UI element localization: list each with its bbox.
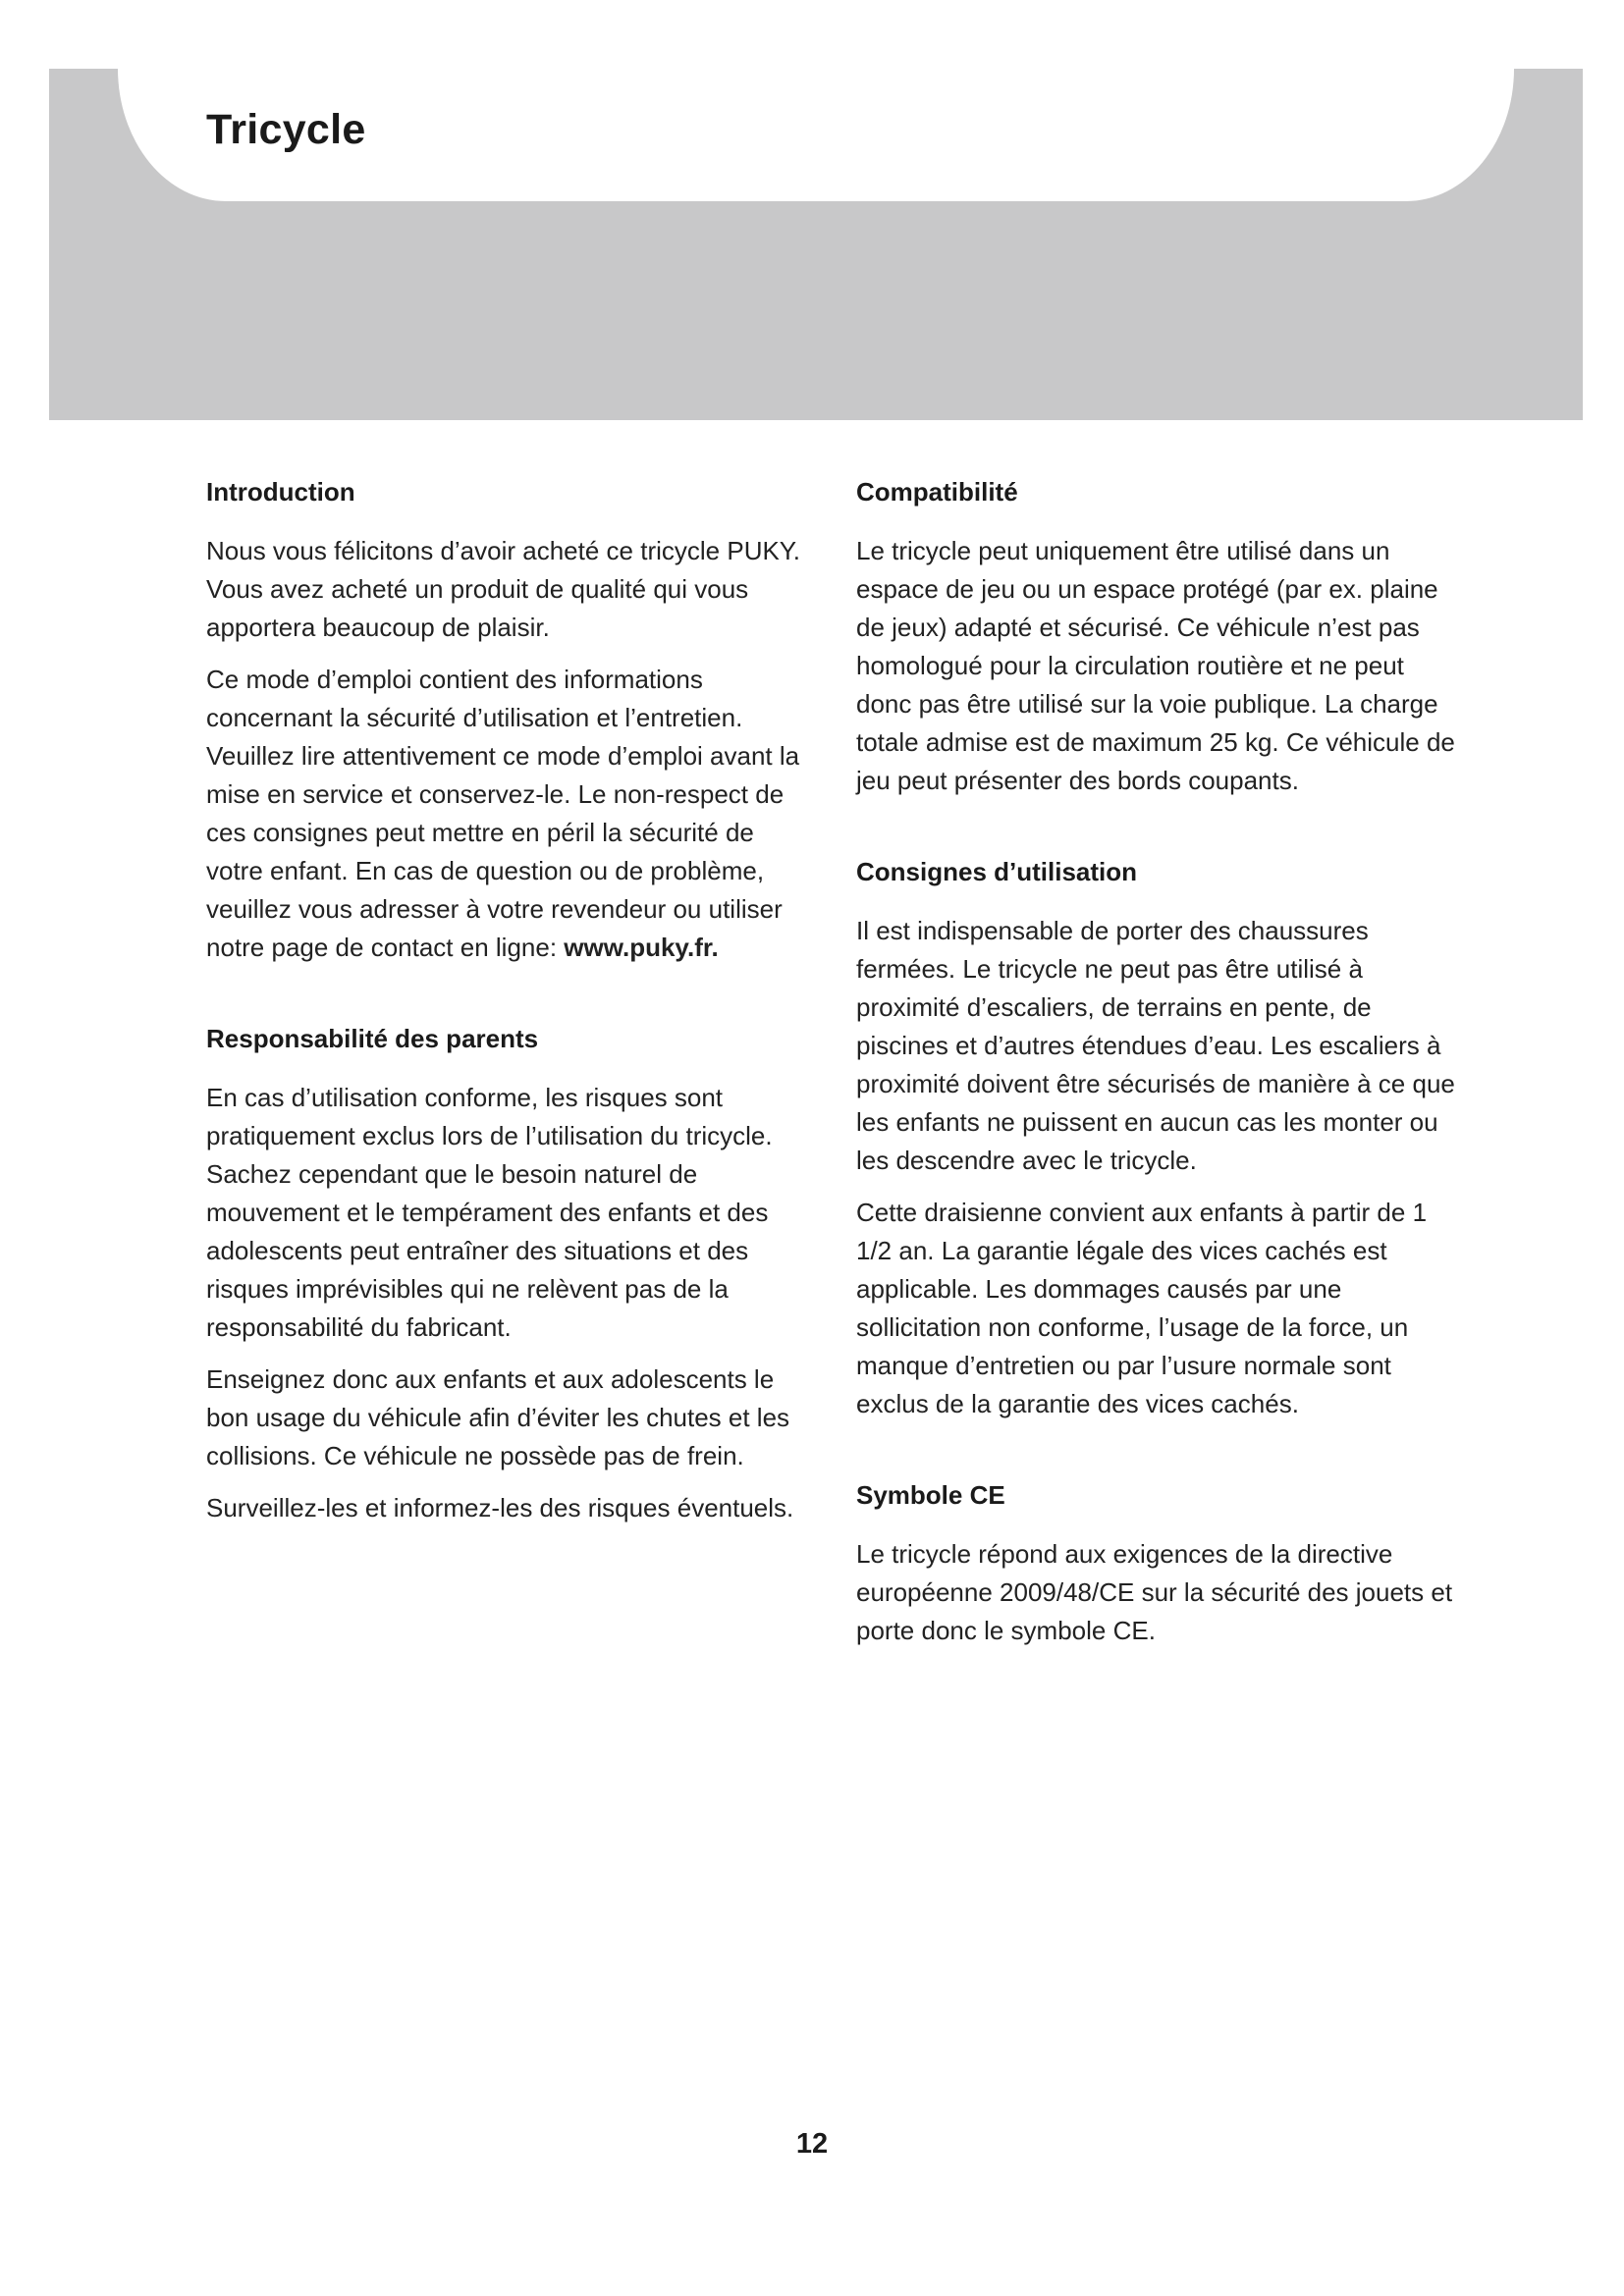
responsabilite-paragraph-2: Enseignez donc aux enfants et aux adolescents le bon usage du véhicule afin d’éviter les chutes et les collisions. Ce véhicule ne possède pas de frein. [206, 1364, 790, 1470]
section-gap [856, 1437, 1455, 1476]
compatibilite-heading: Compatibilité [856, 477, 1018, 507]
website-link: www.puky.fr. [564, 933, 719, 962]
consignes-heading: Consignes d’utilisation [856, 857, 1138, 886]
consignes-paragraph-1: Il est indispensable de porter des chaussures fermées. Le tricycle ne peut pas être utilisé à proximité d’escaliers, de terrains en pente, de piscines et d’autres étendues d’eau. Les escaliers à proximité doivent être sécurisés de manière à ce que les enfants ne puissent en aucun cas les monter ou les descendre avec le tricycle. [856, 916, 1455, 1175]
section-gap [856, 814, 1455, 853]
responsabilite-heading: Responsabilité des parents [206, 1024, 539, 1053]
page-number: 12 [795, 2128, 829, 2160]
compatibilite-paragraph-1: Le tricycle peut uniquement être utilisé dans un espace de jeu ou un espace protégé (par ex. plaine de jeux) adapté et sécurisé. Ce véhicule n’est pas homologué pour la circulation routière et ne peut donc pas être utilisé sur la voie publique. La charge totale admise est de maximum 25 kg. Ce véhicule de jeu peut présenter des bords coupants. [856, 536, 1455, 795]
introduction-paragraph-2 [206, 661, 805, 967]
symbole-ce-heading: Symbole CE [856, 1480, 1005, 1510]
introduction-paragraph-2-text: Ce mode d’emploi contient des informations concernant la sécurité d’utilisation et l’entretien. Veuillez lire attentivement ce mode d’emploi avant la mise en service et conservez-le. Le non-respect de ces consignes peut mettre en péril la sécurité de votre enfant. En cas de question ou de problème, veuillez vous adresser à votre revendeur ou utiliser notre page de contact en ligne: [206, 665, 800, 962]
responsabilite-paragraph-1: En cas d’utilisation conforme, les risques sont pratiquement exclus lors de l’utilisation du tricycle. Sachez cependant que le besoin naturel de mouvement et le tempérament des enfants et des adolescents peut entraîner des situations et des risques imprévisibles qui ne relèvent pas de la responsabilité du fabricant. [206, 1083, 773, 1342]
consignes-paragraph-2: Cette draisienne convient aux enfants à partir de 1 1/2 an. La garantie légale des vices cachés est applicable. Les dommages causés par une sollicitation non conforme, l’usage de la force, un manque d’entretien ou par l’usure normale sont exclus de la garantie des vices cachés. [856, 1198, 1428, 1418]
responsabilite-paragraph-3: Surveillez-les et informez-les des risques éventuels. [206, 1493, 794, 1522]
right-column [856, 473, 1455, 1664]
section-gap [206, 981, 805, 1020]
page-title: Tricycle [206, 106, 366, 153]
left-column [206, 473, 805, 1541]
symbole-ce-paragraph-1: Le tricycle répond aux exigences de la directive européenne 2009/48/CE sur la sécurité des jouets et porte donc le symbole CE. [856, 1539, 1453, 1645]
introduction-paragraph-1: Nous vous félicitons d’avoir acheté ce tricycle PUKY. Vous avez acheté un produit de qualité qui vous apportera beaucoup de plaisir. [206, 536, 801, 642]
introduction-heading: Introduction [206, 477, 355, 507]
